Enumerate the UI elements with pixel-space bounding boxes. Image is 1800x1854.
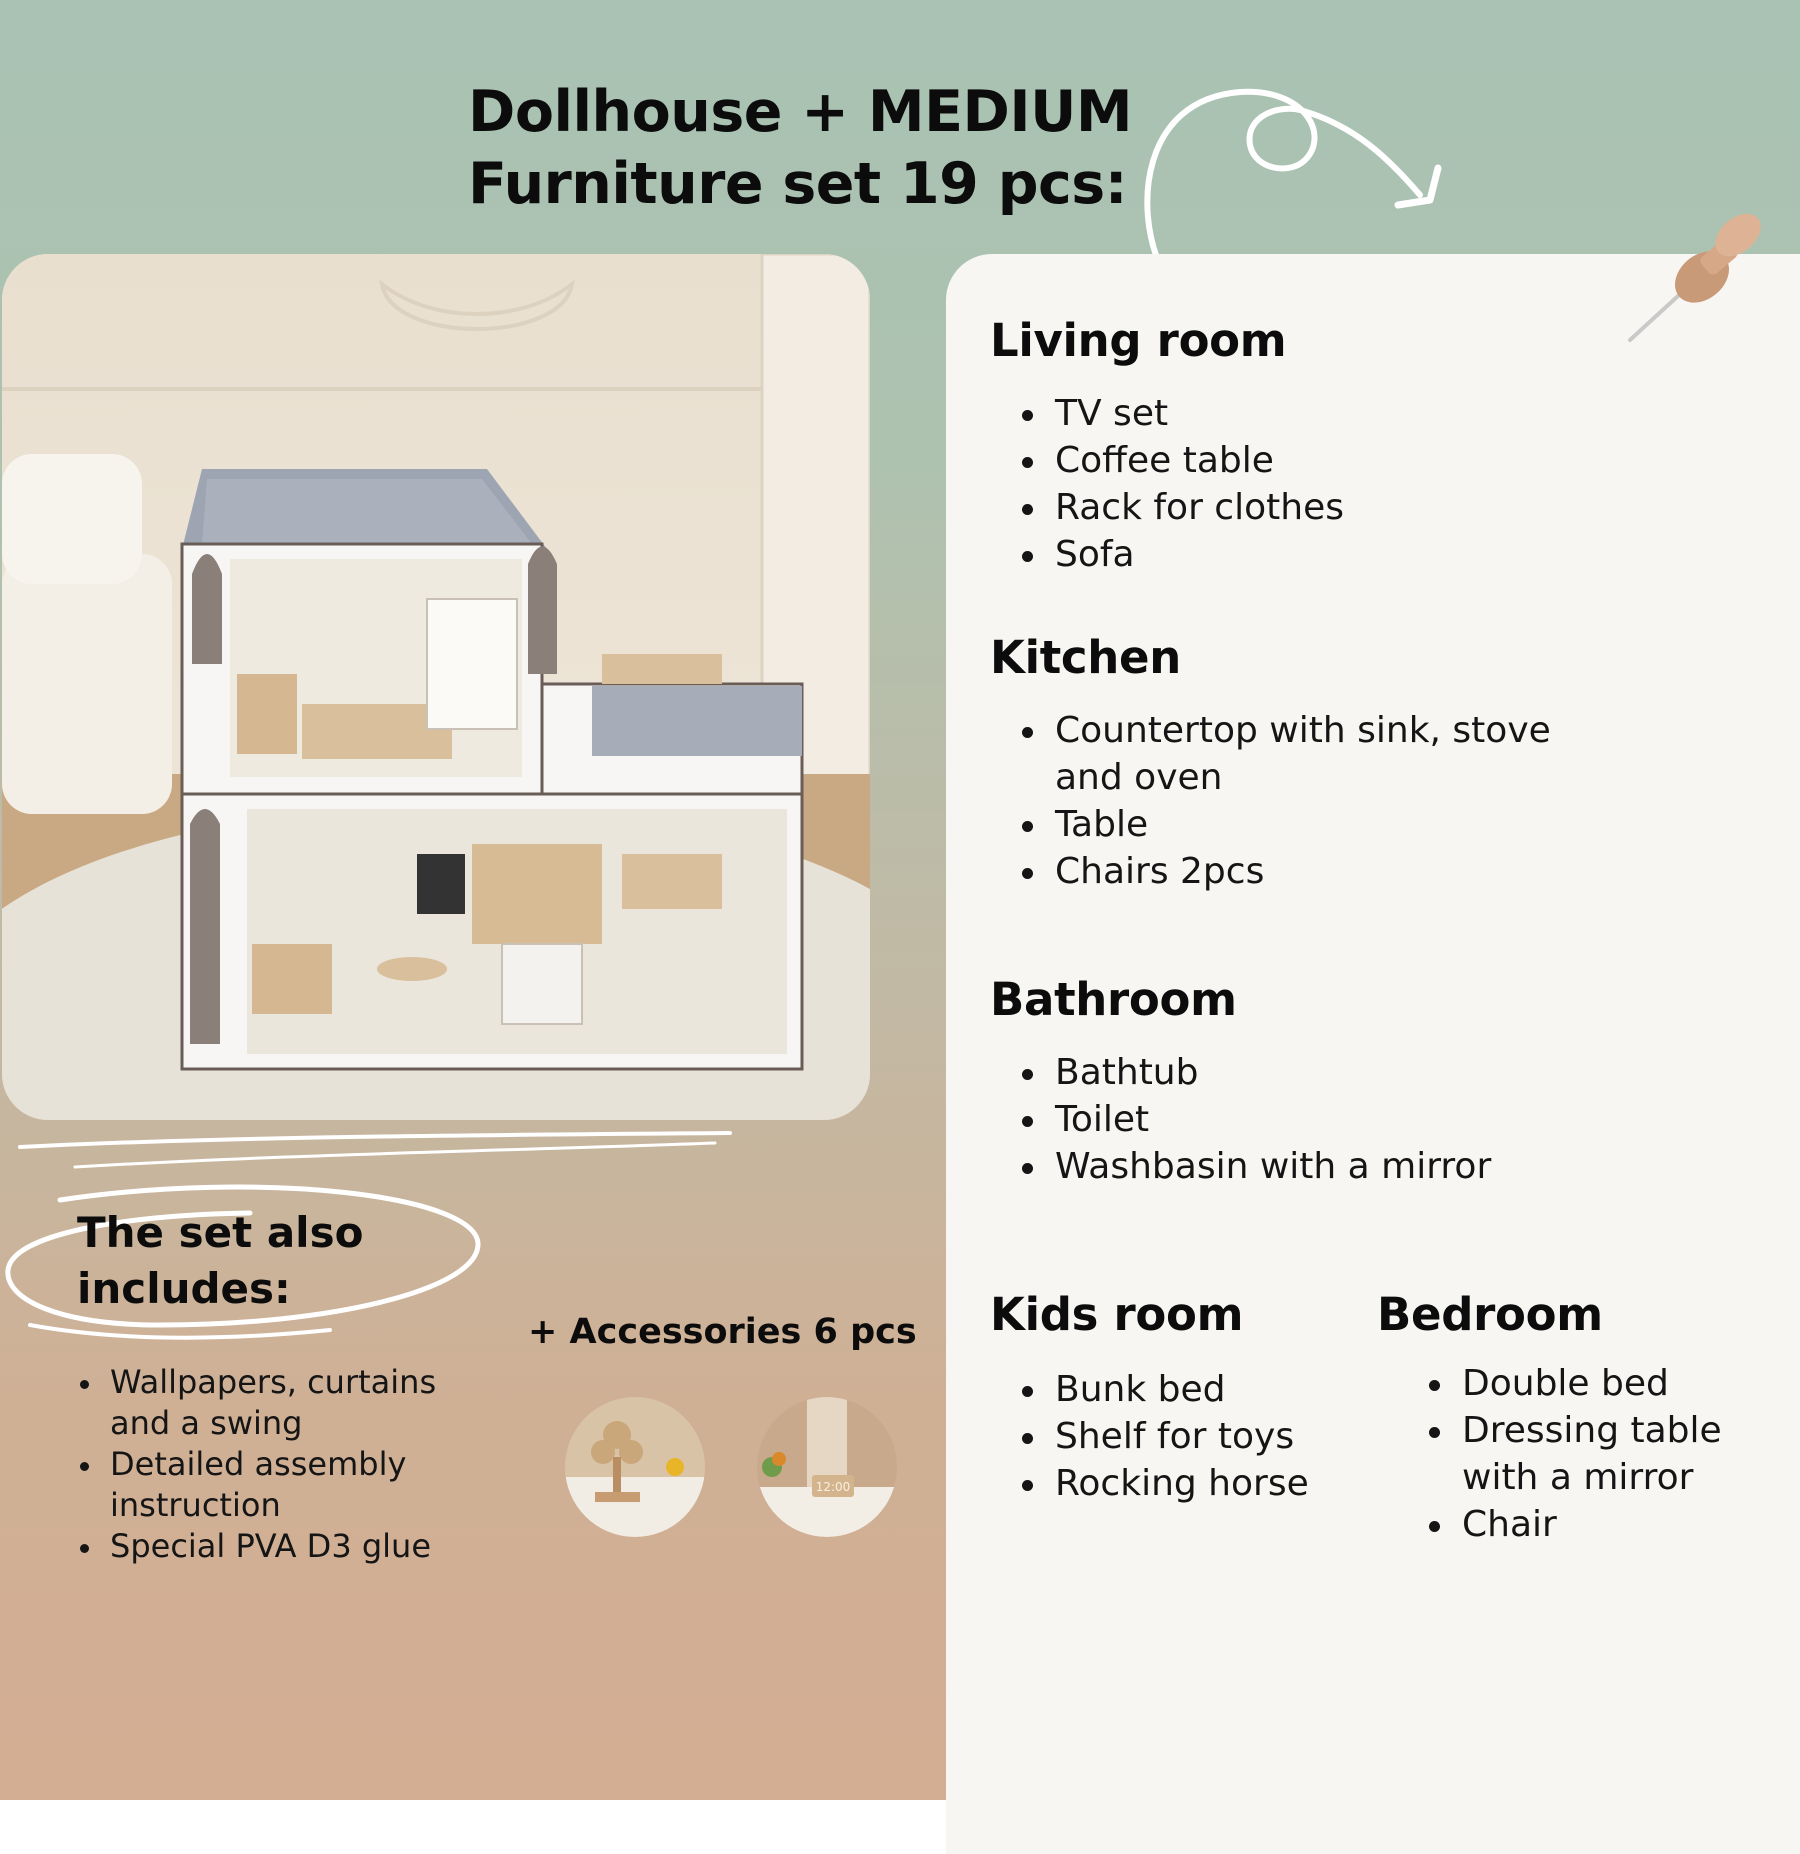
dollhouse-photo <box>2 254 870 1120</box>
list-item: Table <box>990 801 1551 848</box>
list-item: instruction <box>110 1486 281 1524</box>
accessories-label: + Accessories 6 pcs <box>528 1312 917 1352</box>
list-item: Double bed <box>1377 1360 1722 1407</box>
living-room-section <box>990 314 1344 578</box>
section-title-kids-room: Kids room <box>990 1288 1244 1341</box>
also-title-line-2: includes: <box>77 1264 291 1313</box>
accessory-photo-clock <box>757 1397 897 1537</box>
list-item: Shelf for toys <box>990 1413 1309 1460</box>
also-includes-heading <box>77 1205 363 1317</box>
list-item: Bathtub <box>990 1049 1491 1096</box>
list-item: Coffee table <box>990 437 1344 484</box>
title-line-1: Dollhouse + MEDIUM <box>468 79 1133 145</box>
list-item: and a swing <box>110 1404 303 1442</box>
list-item: Detailed assembly <box>75 1444 495 1485</box>
list-item: TV set <box>990 390 1344 437</box>
section-title-bathroom: Bathroom <box>990 973 1237 1026</box>
section-title-living-room: Living room <box>990 314 1287 367</box>
list-item-continuation: and oven <box>1055 757 1223 798</box>
title-line-2: Furniture set 19 pcs: <box>468 151 1127 217</box>
bedroom-section <box>1377 1288 1722 1548</box>
also-title-line-1: The set also <box>77 1208 364 1257</box>
push-pin-icon <box>1620 205 1770 355</box>
list-item: Rack for clothes <box>990 484 1344 531</box>
page-title <box>468 76 1132 220</box>
list-item: Bunk bed <box>990 1366 1309 1413</box>
accessory-photo-flower <box>565 1397 705 1537</box>
list-item: Washbasin with a mirror <box>990 1143 1491 1190</box>
section-title-kitchen: Kitchen <box>990 631 1181 684</box>
list-item: Special PVA D3 glue <box>75 1526 495 1567</box>
also-includes-list <box>75 1362 495 1567</box>
list-item: Dressing table <box>1377 1407 1722 1454</box>
kids-room-section <box>990 1288 1309 1507</box>
list-item: Chair <box>1377 1501 1722 1548</box>
bathroom-section <box>990 973 1491 1190</box>
list-item: Rocking horse <box>990 1460 1309 1507</box>
clock-display: 12:00 <box>815 1480 851 1494</box>
kitchen-section <box>990 631 1551 895</box>
scribble-underline <box>15 1125 735 1175</box>
curly-arrow-icon <box>1130 80 1460 280</box>
list-item: Countertop with sink, stove <box>990 707 1551 754</box>
list-item: Toilet <box>990 1096 1491 1143</box>
section-title-bedroom: Bedroom <box>1377 1288 1603 1341</box>
list-item: Chairs 2pcs <box>990 848 1551 895</box>
list-item-continuation: with a mirror <box>1462 1457 1694 1498</box>
list-item: Sofa <box>990 531 1344 578</box>
list-item: Wallpapers, curtains <box>75 1362 495 1403</box>
